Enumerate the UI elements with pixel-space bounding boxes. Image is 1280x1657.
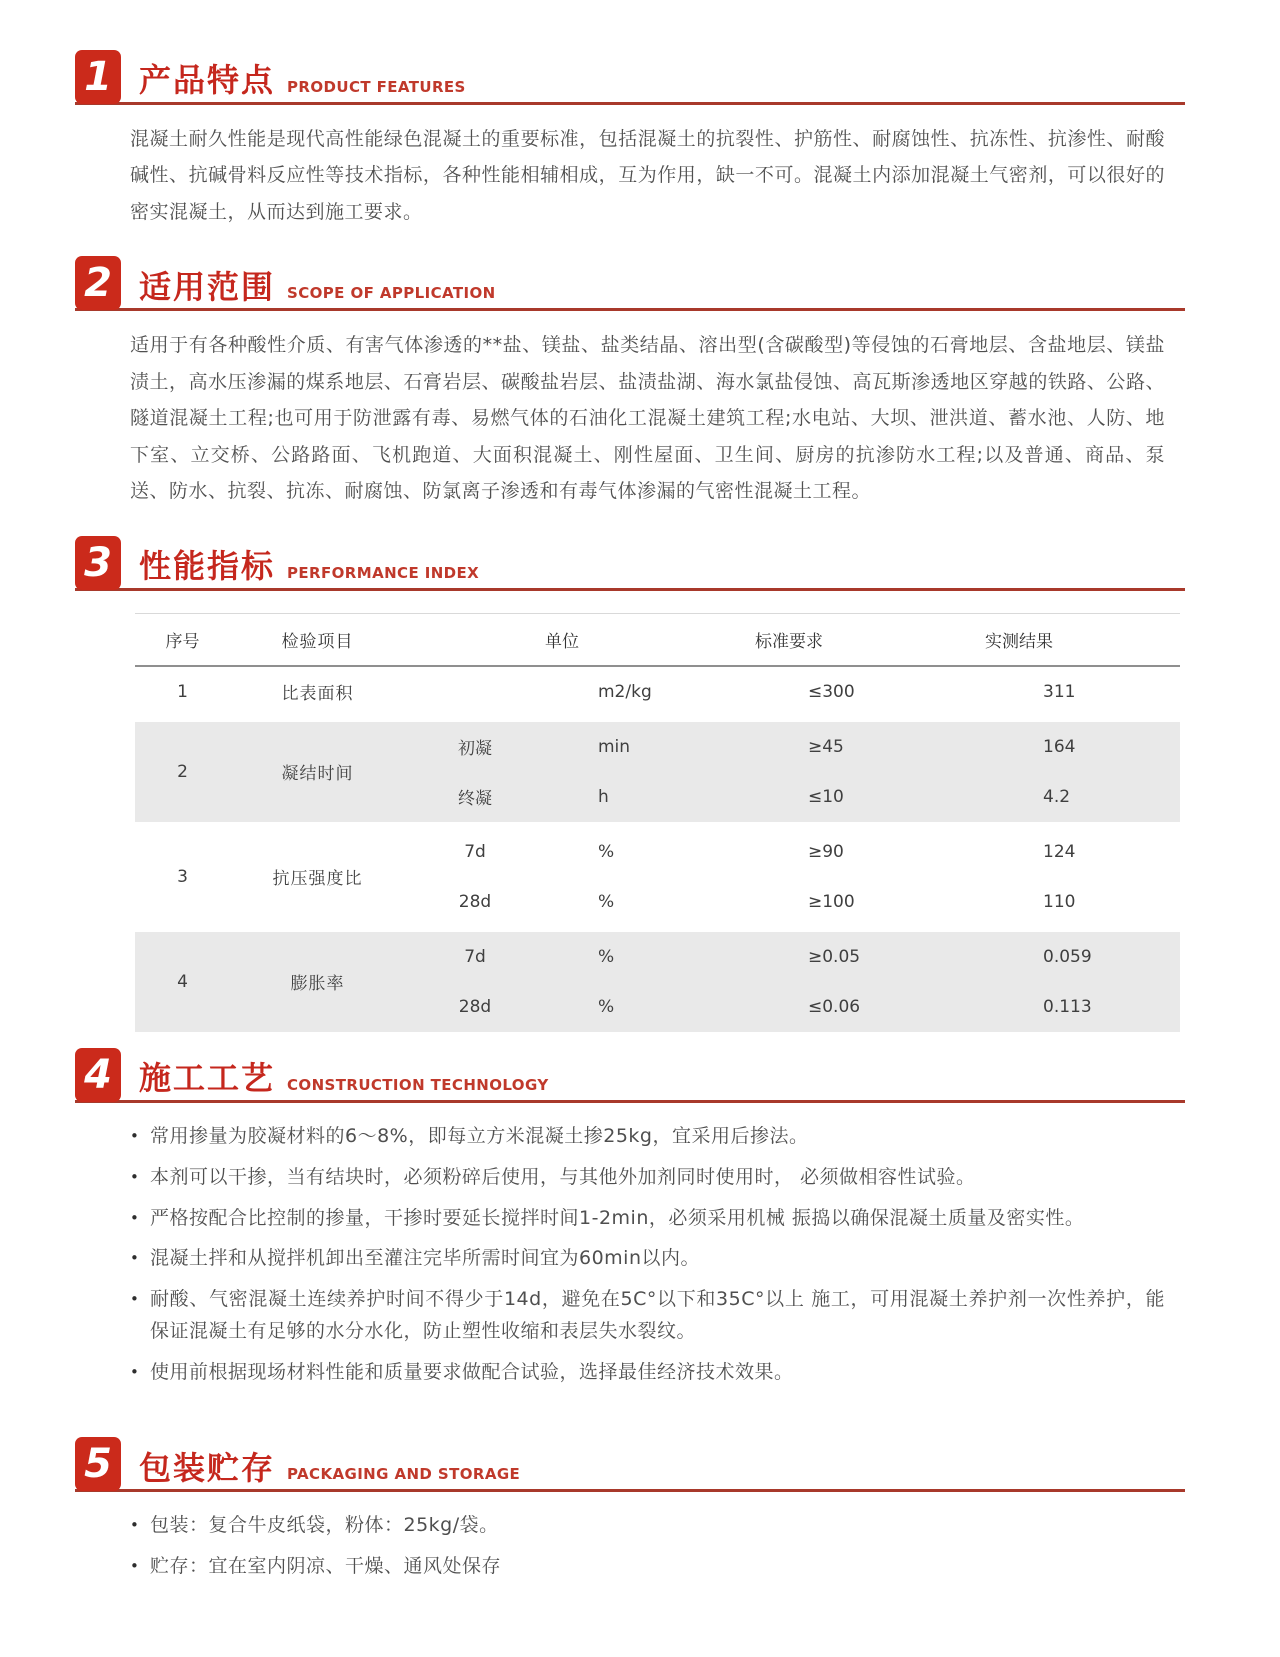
cell-unit: m2/kg	[598, 681, 652, 702]
section-number-badge: 1	[75, 50, 121, 104]
bullet-text: 使用前根据现场材料性能和质量要求做配合试验，选择最佳经济技术效果。	[150, 1361, 794, 1384]
cell-unit: min	[598, 736, 631, 757]
section-title-zh: 施工工艺	[139, 1059, 276, 1098]
cell-subname: 28d	[458, 996, 492, 1017]
cell-subname: 28d	[458, 891, 492, 912]
section-number-badge: 2	[75, 256, 121, 310]
bullet-text: 贮存：宜在室内阴凉、干燥、通风处保存	[150, 1555, 502, 1577]
packaging-bullet-list	[130, 1510, 1165, 1583]
section-header	[75, 256, 1185, 311]
cell-result: 4.2	[1043, 786, 1071, 807]
section-title-en: PRODUCT FEATURES	[287, 78, 466, 96]
bullet-item	[130, 1121, 1165, 1153]
table-header-row	[135, 614, 1180, 667]
section-title-en: CONSTRUCTION TECHNOLOGY	[287, 1075, 549, 1094]
section-title-zh: 性能指标	[139, 547, 276, 586]
cell-item: 凝结时间	[281, 764, 354, 785]
cell-item: 膨胀率	[290, 974, 345, 995]
bullet-dot-icon: •	[130, 1363, 140, 1382]
bullet-item	[130, 1284, 1165, 1348]
section-number-badge: 4	[75, 1048, 121, 1102]
table-row	[135, 667, 1180, 717]
bullet-dot-icon: •	[130, 1208, 140, 1227]
table-subrow	[405, 877, 1180, 927]
section-paragraph: 适用于有各种酸性介质、有害气体渗透的**盐、镁盐、盐类结晶、溶出型(含碳酸型)等侵蚀的石膏地层、含盐地层、镁盐渍土，高水压渗漏的煤系地层、石膏岩层、碳酸盐岩层、盐渍盐湖、海水氯盐侵蚀、高瓦斯渗透地区穿越的铁路、公路、隧道混凝土工程;也可用于防泄露有毒、易燃气体的石油化工混凝土建筑工程;水电站、大坝、泄洪道、蓄水池、人防、地下室、立交桥、公路路面、飞机跑道、大面积混凝土、刚性屋面、卫生间、厨房的抗渗防水工程;以及普通、商品、泵送、防水、抗裂、抗冻、耐腐蚀、防氯离子渗透和有毒气体渗漏的气密性混凝土工程。	[130, 334, 1165, 503]
cell-result: 124	[1043, 841, 1076, 862]
section-title-zh: 适用范围	[139, 267, 276, 306]
cell-result: 0.113	[1043, 996, 1092, 1017]
bullet-dot-icon: •	[130, 1249, 140, 1268]
bullet-item	[130, 1510, 1165, 1542]
cell-unit: h	[598, 786, 609, 807]
table-row	[135, 722, 1180, 822]
section-number-badge: 5	[75, 1437, 121, 1491]
cell-item: 比表面积	[281, 684, 354, 705]
bullet-item	[130, 1162, 1165, 1194]
cell-unit: %	[598, 946, 615, 967]
table-row	[135, 827, 1180, 927]
section-title-en: PACKAGING AND STORAGE	[287, 1465, 521, 1484]
bullet-dot-icon: •	[130, 1126, 140, 1145]
section-product-features	[75, 50, 1185, 230]
section-header	[75, 1048, 1185, 1103]
construction-bullet-list	[130, 1121, 1165, 1389]
bullet-text: 严格按配合比控制的掺量，干掺时要延长搅拌时间1-2min，必须采用机械 振捣以确保混凝土质量及密实性。	[150, 1206, 1085, 1229]
bullet-text: 包装：复合牛皮纸袋，粉体：25kg/袋。	[150, 1514, 499, 1537]
cell-unit: %	[598, 996, 615, 1017]
section-title-en: PERFORMANCE INDEX	[287, 563, 480, 582]
bullet-text: 耐酸、气密混凝土连续养护时间不得少于14d，避免在5C°以下和35C°以上 施工，可用混凝土养护剂一次性养护，能保证混凝土有足够的水分水化，防止塑性收缩和表层失水裂纹。	[150, 1288, 1165, 1343]
section-number-badge: 3	[75, 536, 121, 590]
cell-requirement: ≤10	[808, 786, 844, 807]
cell-subname: 终凝	[458, 789, 492, 810]
table-subrow	[405, 772, 1180, 822]
cell-subname: 7d	[464, 946, 486, 967]
table-header-result: 实测结果	[985, 631, 1053, 652]
bullet-item	[130, 1203, 1165, 1235]
table-subrow	[405, 827, 1180, 877]
table-header-item: 检验项目	[281, 631, 354, 652]
section-title-en: SCOPE OF APPLICATION	[287, 284, 496, 303]
cell-subname: 初凝	[458, 739, 492, 760]
table-subrow	[405, 722, 1180, 772]
section-scope-of-application	[75, 256, 1185, 509]
table-header-no: 序号	[165, 631, 200, 652]
section-title-zh: 包装贮存	[139, 1448, 276, 1487]
cell-result: 110	[1043, 891, 1076, 912]
bullet-item	[130, 1551, 1165, 1583]
table-header-sub	[405, 614, 545, 665]
bullet-text: 混凝土拌和从搅拌机卸出至灌注完毕所需时间宜为60min以内。	[150, 1247, 701, 1270]
bullet-dot-icon: •	[130, 1167, 140, 1186]
cell-unit: %	[598, 841, 615, 862]
cell-subname: 7d	[464, 841, 486, 862]
table-header-req: 标准要求	[755, 631, 823, 652]
cell-requirement: ≥100	[808, 891, 855, 912]
cell-requirement: ≥0.05	[808, 946, 861, 967]
bullet-text: 常用掺量为胶凝材料的6～8%，即每立方米混凝土掺25kg，宜采用后掺法。	[150, 1124, 809, 1147]
section-paragraph: 混凝土耐久性能是现代高性能绿色混凝土的重要标准，包括混凝土的抗裂性、护筋性、耐腐蚀性、抗冻性、抗渗性、耐酸碱性、抗碱骨料反应性等技术指标，各种性能相辅相成，互为作用，缺一不可。混凝土内添加混凝土气密剂，可以很好的密实混凝土，从而达到施工要求。	[130, 128, 1165, 223]
bullet-item	[130, 1357, 1165, 1389]
bullet-dot-icon: •	[130, 1516, 140, 1535]
table-subrow	[405, 982, 1180, 1032]
cell-result: 311	[1043, 681, 1076, 702]
section-title-zh: 产品特点	[139, 61, 276, 100]
cell-result: 0.059	[1043, 946, 1092, 967]
section-packaging-storage	[75, 1437, 1185, 1583]
section-header	[75, 536, 1185, 591]
cell-no: 3	[177, 866, 188, 887]
bullet-text: 本剂可以干掺，当有结块时，必须粉碎后使用，与其他外加剂同时使用时， 必须做相容性试验。	[150, 1165, 976, 1188]
cell-requirement: ≤300	[808, 681, 855, 702]
bullet-item	[130, 1243, 1165, 1275]
cell-item: 抗压强度比	[272, 869, 363, 890]
cell-requirement: ≤0.06	[808, 996, 861, 1017]
bullet-dot-icon: •	[130, 1557, 140, 1575]
table-subrow	[405, 667, 1180, 717]
table-header-unit: 单位	[545, 631, 579, 652]
cell-no: 2	[177, 761, 188, 782]
cell-requirement: ≥90	[808, 841, 844, 862]
cell-no: 4	[177, 971, 188, 992]
section-construction-technology	[75, 1048, 1185, 1389]
table-subrow	[405, 932, 1180, 982]
cell-unit: %	[598, 891, 615, 912]
bullet-dot-icon: •	[130, 1290, 140, 1309]
section-header	[75, 50, 1185, 105]
cell-result: 164	[1043, 736, 1076, 757]
section-performance-index	[75, 536, 1185, 1032]
cell-no: 1	[177, 681, 188, 702]
performance-table	[135, 613, 1180, 1032]
table-row	[135, 932, 1180, 1032]
cell-requirement: ≥45	[808, 736, 844, 757]
